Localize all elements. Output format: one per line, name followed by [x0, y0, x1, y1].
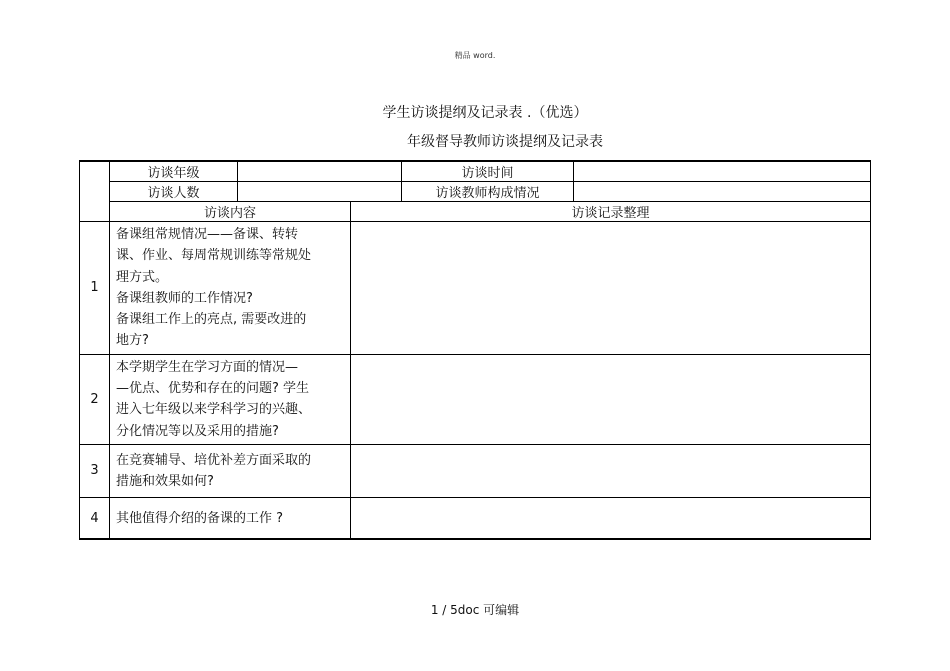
info-row-grade	[80, 161, 871, 182]
row-number: 4	[80, 497, 110, 539]
row-content	[110, 222, 351, 355]
table-title: 年级督导教师访谈提纲及记录表	[407, 134, 603, 150]
content-line: 课、作业、每周常规训练等常规处	[116, 248, 312, 264]
content-line: 本学期学生在学习方面的情况—	[116, 359, 299, 375]
row-number: 2	[80, 354, 110, 444]
content-line: 理方式。	[116, 269, 169, 285]
table-row	[80, 444, 871, 497]
row-record[interactable]	[351, 444, 871, 497]
time-value[interactable]	[574, 161, 871, 182]
corner-cell	[80, 161, 110, 222]
content-line: 在竞赛辅导、培优补差方面采取的	[116, 452, 312, 468]
table-row	[80, 354, 871, 444]
content-line: 其他值得介绍的备课的工作 ?	[116, 510, 284, 526]
row-record[interactable]	[351, 497, 871, 539]
header-note: 精品 word.	[454, 51, 496, 60]
content-line: 措施和效果如何?	[116, 473, 214, 489]
content-line: 分化情况等以及采用的措施?	[116, 423, 279, 439]
row-record[interactable]	[351, 354, 871, 444]
count-value[interactable]	[238, 182, 402, 202]
table-row	[80, 222, 871, 355]
grade-value[interactable]	[238, 161, 402, 182]
content-line: 备课组工作上的亮点, 需要改进的	[116, 312, 307, 328]
row-content	[110, 497, 351, 539]
row-content	[110, 444, 351, 497]
count-label: 访谈人数	[110, 182, 238, 202]
column-header-row	[80, 202, 871, 222]
content-line: —优点、优势和存在的问题? 学生	[116, 381, 310, 397]
content-line: 备课组常规情况——备课、转转	[116, 227, 299, 242]
time-label: 访谈时间	[402, 161, 574, 182]
content-header: 访谈内容	[110, 202, 351, 222]
row-record[interactable]	[351, 222, 871, 355]
table-row	[80, 497, 871, 539]
info-row-count	[80, 182, 871, 202]
content-line: 进入七年级以来学科学习的兴趣、	[116, 402, 312, 418]
document-title: 学生访谈提纲及记录表 .（优选）	[382, 105, 588, 121]
composition-label: 访谈教师构成情况	[402, 182, 574, 202]
composition-value[interactable]	[574, 182, 871, 202]
page-footer: 1 / 5doc 可编辑	[430, 603, 520, 617]
row-number: 1	[80, 222, 110, 355]
interview-table	[79, 160, 871, 540]
row-number: 3	[80, 444, 110, 497]
content-line: 备课组教师的工作情况?	[116, 290, 253, 306]
grade-label: 访谈年级	[110, 161, 238, 182]
row-content	[110, 354, 351, 444]
content-line: 地方?	[116, 333, 149, 349]
record-header: 访谈记录整理	[351, 202, 871, 222]
